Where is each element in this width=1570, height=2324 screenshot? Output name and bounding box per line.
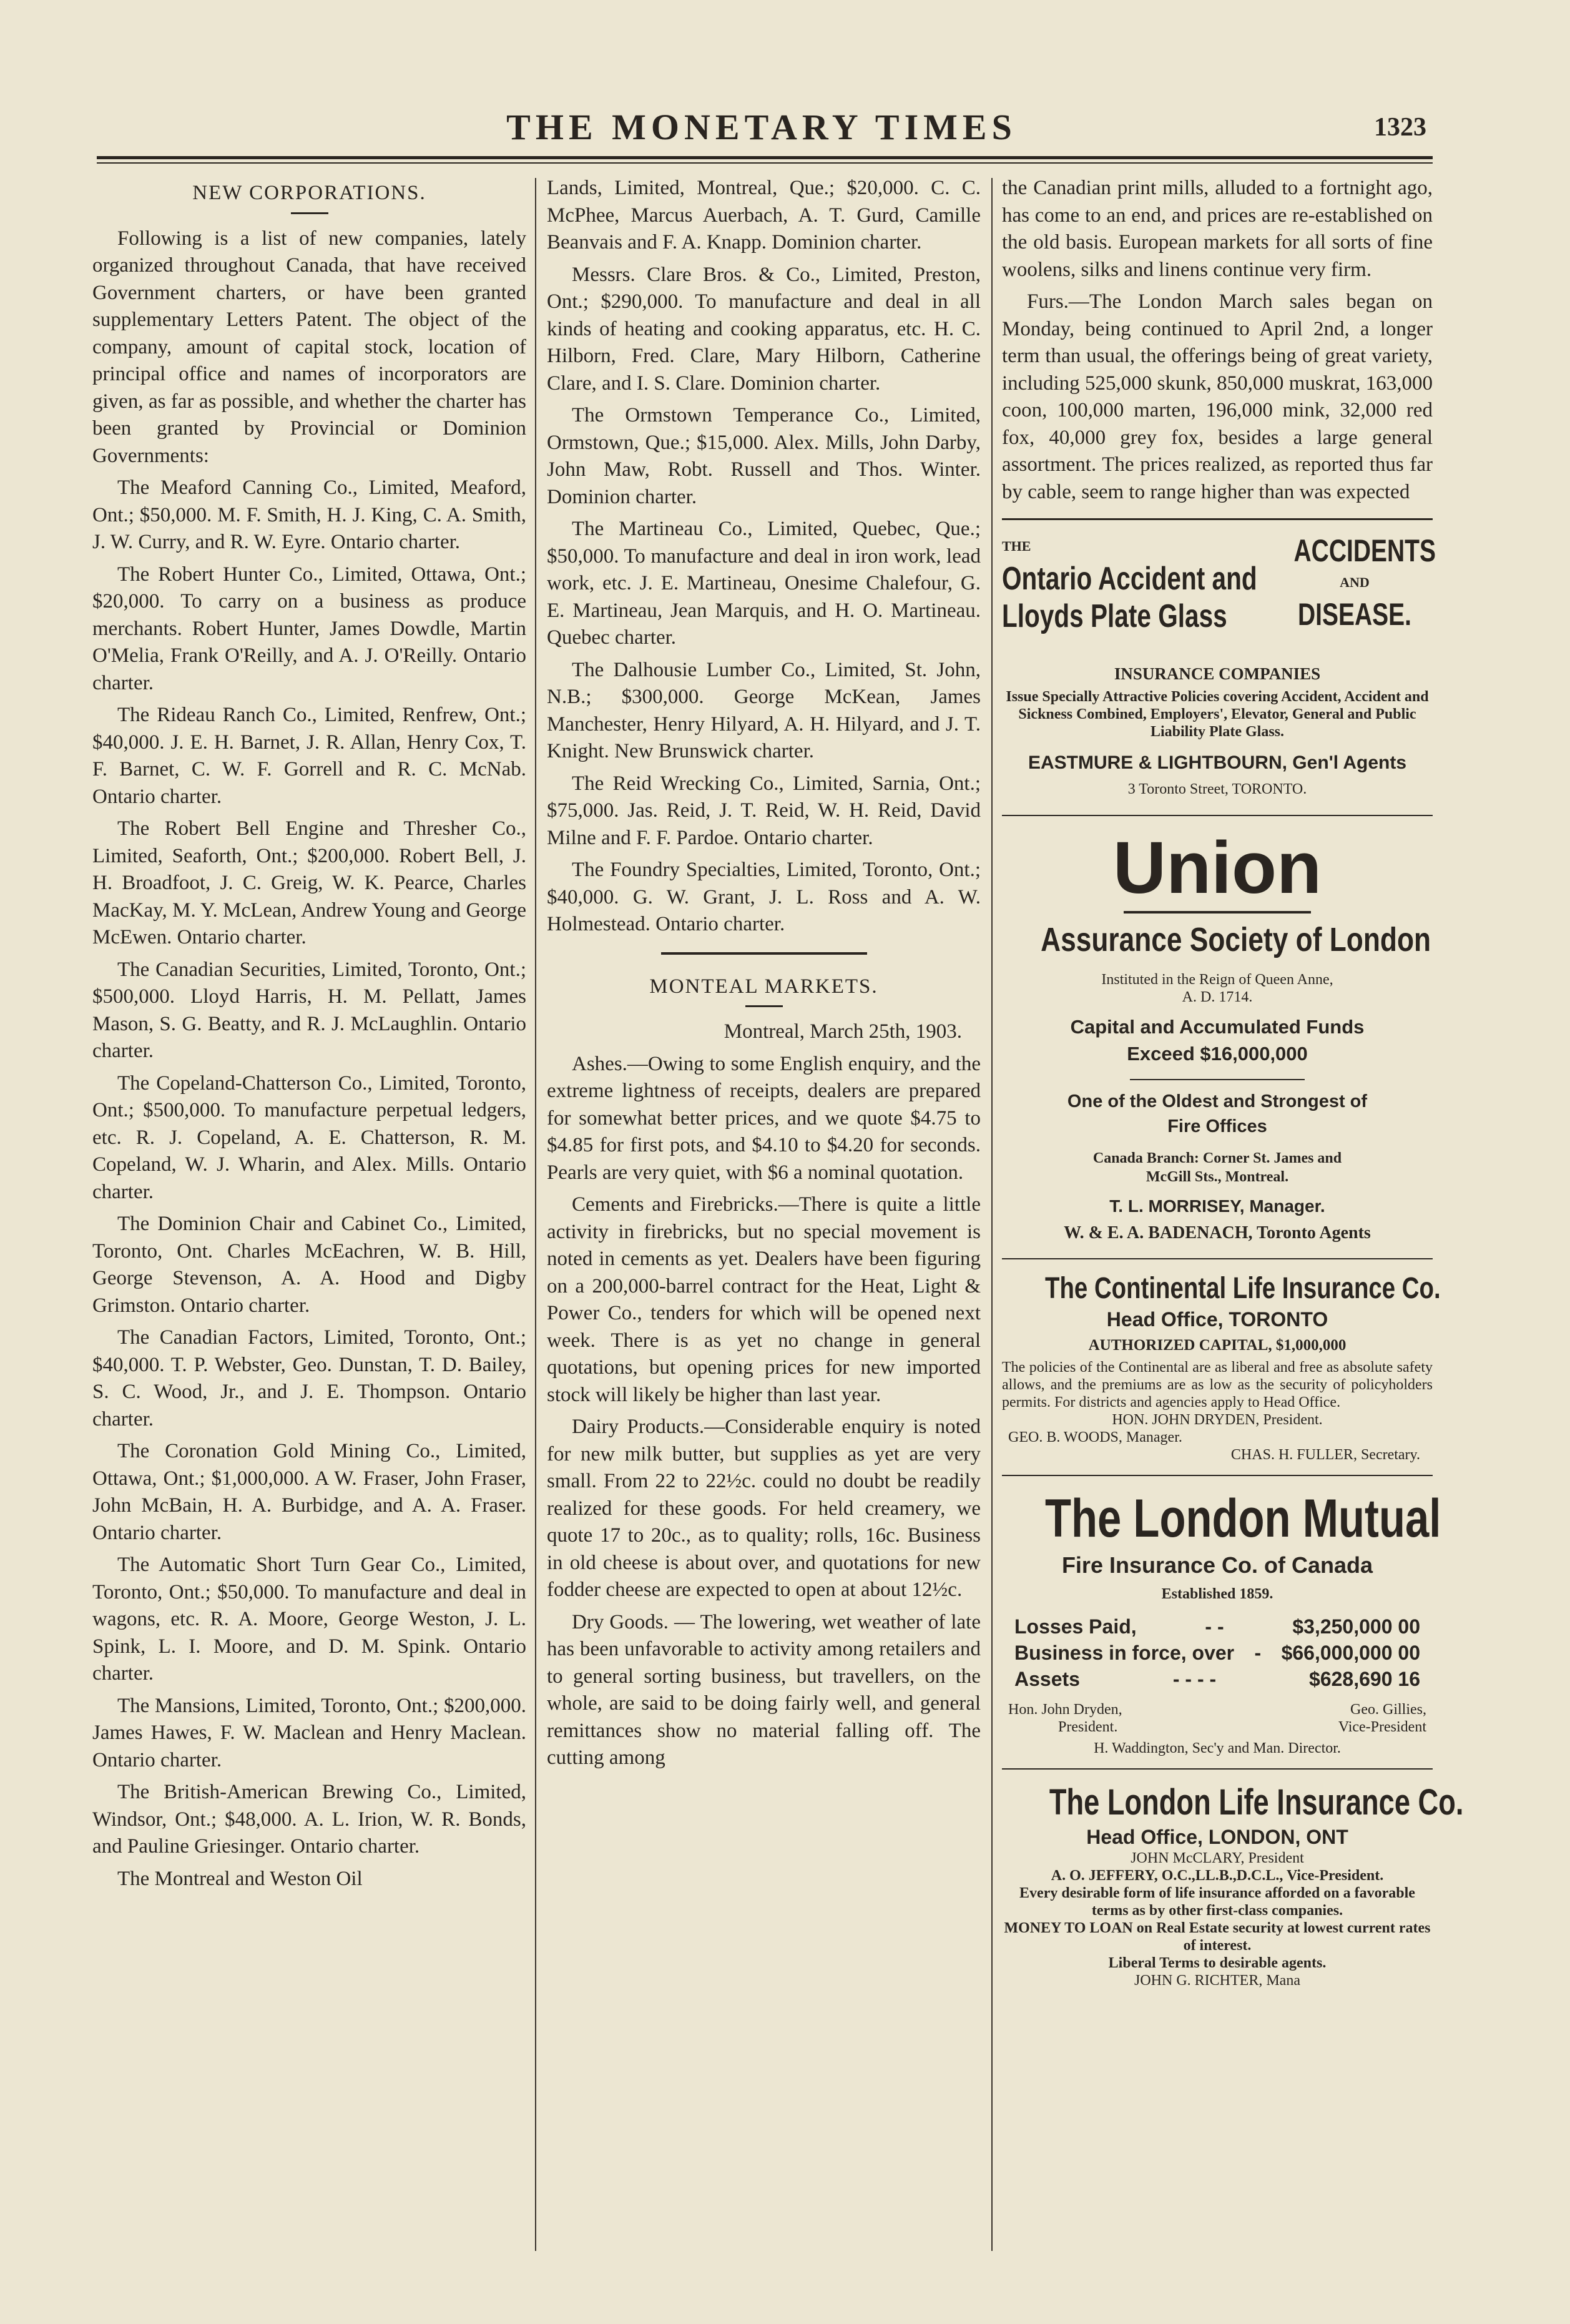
paragraph: Following is a list of new companies, lately organized throughout Canada, that have received Government charters, or have been granted supplementary Letters Patent. The object of the company, amount of capital stock, location of principal office and names of incorporators are given, as far as possible, and whether the charter has been granted by Provincial or Dominion Governments: <box>92 227 526 467</box>
corporation-entry: The Martineau Co., Limited, Quebec, Que.; $50,000. To manufacture and deal in iron work, lead work, etc. J. E. Martineau, Onesime Chalefour, G. E. Martineau, Jean Marquis, and H. O. Martineau. Quebec charter. <box>547 518 981 649</box>
stat-dots: - <box>1254 1641 1262 1664</box>
corporation-entry: The Dalhousie Lumber Co., Limited, St. John, N.B.; $300,000. George McKean, James Manchester, Henry Hilyard, A. H. Hilyard, and J. T. Knight. New Brunswick charter. <box>547 658 981 762</box>
ad-london-life <box>1002 1781 1464 1989</box>
corporation-entry: The Canadian Factors, Limited, Toronto, Ont.; $40,000. T. P. Webster, Geo. Dunstan, T. D. Bailey, S. C. Wood, Jr., and J. E. Thompson. Ontario charter. <box>92 1326 526 1430</box>
market-report: the Canadian print mills, alluded to a fortnight ago, has come to an end, and prices are re-established on the old basis. European markets for all sorts of fine woolens, silks and linens continue very firm. <box>1002 177 1433 281</box>
corporation-entry: The Automatic Short Turn Gear Co., Limited, Toronto, Ont.; $50,000. To manufacture and deal in wagons, etc. R. A. Moore, George Weston, J. L. Spink, L. I. Moore, and D. M. Spink. Ontario charter. <box>92 1553 526 1685</box>
ad-rule <box>1002 1768 1433 1770</box>
ad-rule <box>1002 518 1433 520</box>
market-report: Cements and Firebricks.—There is quite a little activity in firebricks, but no special movement is noted in cements as yet. Dealers have been figuring on a 200,000-barrel contract for the Heat, Light & Power Co., tenders for which will be opened next week. There is as yet no change in general quotations, but opening prices for new imported stock will likely be higher than last year. <box>547 1193 981 1406</box>
ad-text: A. D. 1714. <box>1182 988 1253 1005</box>
heading-dash <box>291 212 328 214</box>
ad-officer: JOHN McCLARY, President <box>1131 1849 1304 1866</box>
ad-divider <box>1130 1079 1305 1080</box>
ad-officer: Geo. Gillies, <box>1350 1701 1426 1718</box>
page-number: 1323 <box>1374 113 1426 142</box>
ad-description: Every desirable form of life insurance afforded on a favorable terms as by other first-class companies. <box>1019 1884 1415 1919</box>
ad-company-name: Lloyds Plate Glass <box>1002 598 1227 634</box>
corporation-entry: The Dominion Chair and Cabinet Co., Limited, Toronto, Ont. Charles McEachren, W. B. Hill, George Stevenson, A. A. Hood and Digby Grimston. Ontario charter. <box>92 1213 526 1317</box>
corporation-entry: The Coronation Gold Mining Co., Limited, Ottawa, Ont.; $1,000,000. A W. Fraser, John Fraser, John McBain, H. A. Burbidge, and A. A. Fraser. Ontario charter. <box>92 1440 526 1544</box>
stat-label: Losses Paid, <box>1014 1615 1137 1638</box>
stat-label: Business in force, over <box>1014 1641 1235 1664</box>
ad-company-subtitle: Fire Insurance Co. of Canada <box>1061 1552 1373 1578</box>
ad-description: Liberal Terms to desirable agents. <box>1108 1954 1327 1971</box>
ad-text: Fire Offices <box>1167 1116 1267 1136</box>
stat-row <box>1002 1666 1433 1692</box>
stat-value: $628,690 16 <box>1309 1667 1420 1690</box>
page-header <box>97 106 1426 150</box>
ad-company-name: The London Life Insurance Co. <box>1049 1781 1464 1823</box>
column-continued-and-markets <box>547 175 981 1777</box>
ad-agents: W. & E. A. BADENACH, Toronto Agents <box>1064 1223 1371 1243</box>
ad-company-name: Union <box>1112 826 1322 909</box>
section-heading: NEW CORPORATIONS. <box>192 182 426 204</box>
corporation-entry: The Copeland-Chatterson Co., Limited, Toronto, Ont.; $500,000. To manufacture perpetual ledgers, etc. R. J. Copeland, A. E. Chatterson, R. M. Copeland, W. J. Wharin, and Alex. Mills. Ontario charter. <box>92 1071 526 1203</box>
column-markets-and-ads <box>1002 175 1464 1989</box>
ad-office: Head Office, LONDON, ONT <box>1086 1825 1348 1848</box>
market-report: Furs.—The London March sales began on Monday, being continued to April 2nd, a longer term than usual, the offerings being of great variety, including 525,000 skunk, 850,000 muskrat, 163,000 coon, 100,000 marten, 196,000 mink, 32,000 red fox, 40,000 grey fox, besides a large general assortment. The prices realized, as reported thus far by cable, seem to range higher than was expected <box>1002 290 1433 503</box>
corporation-entry: The Reid Wrecking Co., Limited, Sarnia, Ont.; $75,000. Jas. Reid, J. T. Reid, W. H. Reid, David Milne and F. F. Pardoe. Ontario charter. <box>547 772 981 849</box>
stat-label: Assets <box>1014 1667 1080 1690</box>
ad-highlight: AND <box>1340 574 1370 590</box>
corporation-entry: The Montreal and Weston Oil <box>117 1867 363 1890</box>
corporation-entry: Messrs. Clare Bros. & Co., Limited, Preston, Ont.; $290,000. To manufacture and deal in all kinds of heating and cooking apparatus, etc. H. C. Hilborn, Fred. Clare, Mary Hilborn, Catherine Clare, and I. S. Clare. Dominion charter. <box>547 263 981 395</box>
ad-description: Issue Specially Attractive Policies covering Accident, Accident and Sickness Combined, Employers', Elevator, General and Public Liability Plate Glass. <box>1006 688 1429 740</box>
ad-manager: T. L. MORRISEY, Manager. <box>1109 1196 1325 1216</box>
ad-label: THE <box>1002 538 1031 554</box>
ad-text: One of the Oldest and Strongest of <box>1067 1091 1368 1111</box>
heading-dash <box>745 1005 783 1007</box>
stat-dots: - - - - <box>1172 1667 1217 1690</box>
market-report: Ashes.—Owing to some English enquiry, and the extreme lightness of receipts, dealers are prepared for somewhat better prices, and we quote $4.75 to $4.85 for first pots, and $4.10 to $4.20 for seconds. Pearls are very quiet, with $6 a nominal quotation. <box>547 1052 981 1184</box>
ad-officer-titles <box>1002 1718 1433 1736</box>
ad-established: Established 1859. <box>1161 1586 1273 1602</box>
ad-rule <box>1002 1258 1433 1259</box>
ad-rule <box>1002 815 1433 816</box>
ad-highlight: ACCIDENTS <box>1293 533 1436 568</box>
column-divider-2 <box>991 178 993 2251</box>
ad-officer: HON. JOHN DRYDEN, President. <box>1112 1412 1323 1428</box>
ad-officer: Hon. John Dryden, <box>1008 1701 1122 1718</box>
corporation-entry: The Robert Bell Engine and Thresher Co., Limited, Seaforth, Ont.; $200,000. Robert Bell, J. H. Broadfoot, J. C. Greig, W. K. Pearce, Charles MacKay, M. Y. McLean, Andrew Young and George McEwen. Ontario charter. <box>92 817 526 948</box>
ad-capital: Exceed $16,000,000 <box>1127 1043 1308 1065</box>
stat-row <box>1002 1613 1433 1640</box>
ad-officer-title: Vice-President <box>1338 1718 1426 1735</box>
ad-description: The policies of the Continental are as liberal and free as absolute safety allows, and the premiums are as low as the security of policyholders permits. For districts and agencies apply to Head Office. <box>1002 1359 1433 1411</box>
ad-capital: AUTHORIZED CAPITAL, $1,000,000 <box>1088 1336 1347 1354</box>
corporation-entry: The Robert Hunter Co., Limited, Ottawa, Ont.; $20,000. To carry on a business as produce merchants. Robert Hunter, James Dowdle, Martin O'Melia, Frank O'Reilly, and A. J. O'Reilly. Ontario charter. <box>92 563 526 694</box>
ad-highlight: DISEASE. <box>1297 596 1412 632</box>
ad-ontario-accident <box>1002 533 1436 804</box>
stat-row <box>1002 1640 1433 1666</box>
ad-rule <box>1002 1475 1433 1476</box>
ad-address: 3 Toronto Street, TORONTO. <box>1127 781 1307 797</box>
ad-officer-title: President. <box>1058 1718 1118 1735</box>
ad-capital: Capital and Accumulated Funds <box>1070 1015 1365 1038</box>
corporation-entry: The Mansions, Limited, Toronto, Ont.; $200,000. James Hawes, F. W. Maclean and Henry Maclean. Ontario charter. <box>92 1694 526 1771</box>
ad-officer: H. Waddington, Sec'y and Man. Director. <box>1094 1740 1341 1756</box>
dateline: Montreal, March 25th, 1903. <box>724 1020 962 1043</box>
corporation-entry: The Canadian Securities, Limited, Toronto, Ont.; $500,000. Lloyd Harris, H. M. Pellatt, James Mason, S. G. Beatty, and R. J. McLaughlin. Ontario charter. <box>92 958 526 1062</box>
column-divider-1 <box>535 178 536 2251</box>
ad-description: MONEY TO LOAN on Real Estate security at lowest current rates of interest. <box>1004 1919 1431 1954</box>
masthead-title: THE MONETARY TIMES <box>506 107 1017 147</box>
ad-continental-life <box>1002 1271 1441 1464</box>
column-new-corporations <box>92 175 526 1898</box>
ad-union-assurance <box>1002 827 1433 1247</box>
ad-text: McGill Sts., Montreal. <box>1146 1168 1289 1185</box>
ad-company-name: Ontario Accident and <box>1002 560 1257 597</box>
ad-officer: A. O. JEFFERY, O.C.,LL.B.,D.C.L., Vice-President. <box>1051 1867 1384 1884</box>
ad-company-name: The London Mutual <box>1045 1489 1441 1549</box>
ad-officers <box>1002 1701 1433 1718</box>
corporation-entry: The British-American Brewing Co., Limited, Windsor, Ont.; $48,000. A. L. Irion, W. R. Bonds, and Pauline Griesinger. Ontario charter. <box>92 1781 526 1858</box>
header-rule <box>97 156 1433 159</box>
ad-text: Instituted in the Reign of Queen Anne, <box>1101 971 1333 988</box>
ad-company-subtitle: Assurance Society of London <box>1041 920 1431 958</box>
ad-london-mutual <box>1002 1487 1441 1757</box>
stat-dots: - - <box>1205 1615 1224 1638</box>
ad-officer: GEO. B. WOODS, Manager. <box>1008 1429 1182 1445</box>
section-heading: MONTEAL MARKETS. <box>649 975 878 998</box>
ad-text: Canada Branch: Corner St. James and <box>1092 1150 1342 1166</box>
ad-company-name: The Continental Life Insurance Co. <box>1045 1271 1441 1305</box>
ad-divider <box>1124 911 1311 913</box>
ad-officer: CHAS. H. FULLER, Secretary. <box>1230 1447 1420 1463</box>
market-report: Dairy Products.—Considerable enquiry is noted for new milk butter, but supplies as yet are very small. From 22 to 22½c. could no doubt be readily realized for these goods. For held creamery, we quote 17 to 20c., as to quality; rolls, 16c. Business in old cheese is about over, and quotations for new fodder cheese are expected to open at about 12½c. <box>547 1416 981 1601</box>
market-report: Dry Goods. — The lowering, wet weather of late has been unfavorable to activity among retailers and to general sorting business, but travellers, on the whole, are said to be doing fairly well, and general remittances show no material falling off. The cutting among <box>547 1610 981 1769</box>
corporation-entry: Lands, Limited, Montreal, Que.; $20,000. C. C. McPhee, Marcus Auerbach, A. T. Gurd, Camille Beanvais and F. A. Knapp. Dominion charter. <box>547 177 981 254</box>
header-rule-thin <box>97 162 1433 164</box>
corporation-entry: The Foundry Specialties, Limited, Toronto, Ont.; $40,000. G. W. Grant, J. L. Ross and A. W. Holmestead. Ontario charter. <box>547 859 981 935</box>
stat-value: $3,250,000 00 <box>1292 1615 1420 1638</box>
ad-office: Head Office, TORONTO <box>1106 1307 1328 1331</box>
ad-subtitle: INSURANCE COMPANIES <box>1114 664 1321 683</box>
stat-value: $66,000,000 00 <box>1281 1641 1420 1664</box>
corporation-entry: The Ormstown Temperance Co., Limited, Ormstown, Que.; $15,000. Alex. Mills, John Darby, John Maw, Robt. Russell and Thos. Winter. Dominion charter. <box>547 404 981 508</box>
section-rule <box>661 952 867 955</box>
corporation-entry: The Meaford Canning Co., Limited, Meaford, Ont.; $50,000. M. F. Smith, H. J. King, C. A. Smith, J. W. Curry, and R. W. Eyre. Ontario charter. <box>92 476 526 553</box>
ad-agents: EASTMURE & LIGHTBOURN, Gen'l Agents <box>1028 752 1407 773</box>
corporation-entry: The Rideau Ranch Co., Limited, Renfrew, Ont.; $40,000. J. E. H. Barnet, J. R. Allan, Henry Cox, T. F. Barnet, C. W. F. Gorrell and R. C. McNab. Ontario charter. <box>92 704 526 808</box>
ad-officer: JOHN G. RICHTER, Mana <box>1134 1972 1300 1989</box>
